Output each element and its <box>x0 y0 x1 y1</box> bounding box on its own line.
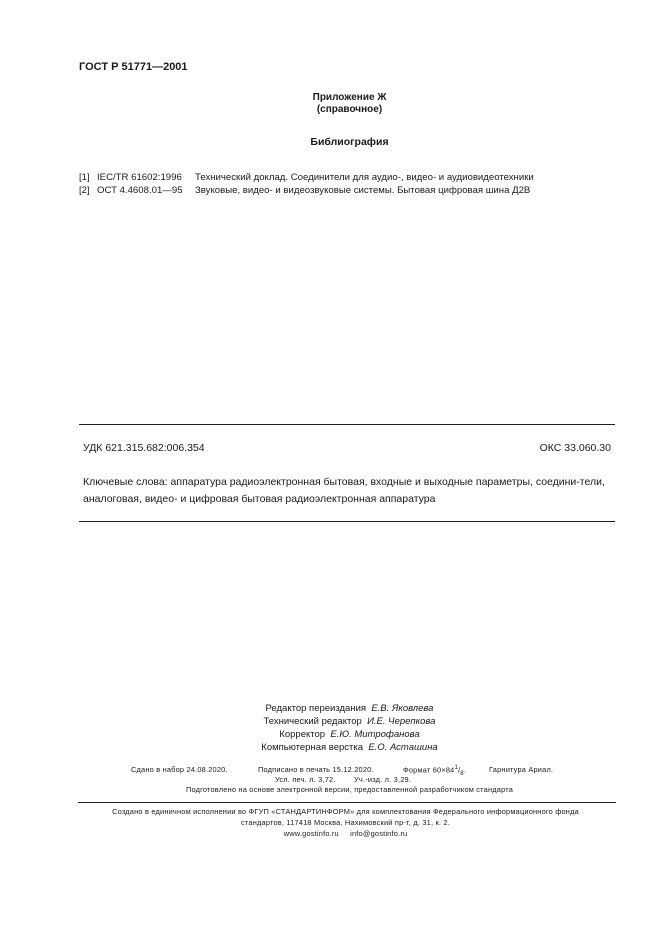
credit-role: Корректор <box>279 729 326 740</box>
imprint-print-sheets: Усл. печ. л. 3,72. <box>275 775 336 784</box>
credit-role: Технический редактор <box>263 716 362 727</box>
bibliography-item-number: [2] <box>79 185 90 196</box>
credit-line <box>0 703 661 714</box>
imprint-set-date: Сдано в набор 24.08.2020. <box>131 765 228 774</box>
bibliography-item-text: Звуковые, видео- и видеозвуковые системы. Бытовая цифровая шина Д2В <box>195 185 531 196</box>
imprint-signed-date: Подписано в печать 15.12.2020. <box>258 765 374 774</box>
footer-address: стандартов, 117418 Москва, Нахимовский пр-т, д. 31, к. 2. <box>241 818 450 827</box>
imprint-typeface: Гарнитура Ариал. <box>489 765 554 774</box>
credit-line <box>0 716 661 727</box>
divider <box>79 521 615 522</box>
bibliography-title: Библиография <box>310 136 389 148</box>
imprint-publishing-sheets: Уч.-изд. л. 3,29. <box>354 775 412 784</box>
imprint-format: Формат $60\times 84^1/_8$. <box>403 765 467 777</box>
email-link[interactable]: info@gostinfo.ru <box>350 829 408 838</box>
divider <box>79 424 615 425</box>
credit-name: Е.Ю. Митрофанова <box>330 729 420 740</box>
credit-role: Компьютерная верстка <box>261 742 364 753</box>
annex-subtitle: (справочное) <box>316 104 383 115</box>
divider <box>78 802 616 803</box>
credit-name: Е.О. Асташина <box>368 742 438 753</box>
credit-name: Е.В. Яковлева <box>371 703 434 714</box>
imprint-prepared-note: Подготовлено на основе электронной версии, предоставленной разработчиком стандарта <box>185 785 514 794</box>
website-link[interactable]: www.gostinfo.ru <box>283 829 339 838</box>
keywords: Ключевые слова: аппаратура радиоэлектронная бытовая, входные и выходные параметры, соедини-тели, аналоговая, видео- и цифровая бытовая радиоэлектронная аппаратура <box>83 476 605 505</box>
bibliography-item-code: ОСТ 4.4608.01—95 <box>97 185 183 196</box>
credit-line <box>0 742 661 753</box>
document-code: ГОСТ Р 51771—2001 <box>79 61 188 73</box>
udk-code: УДК 621.315.682:006.354 <box>83 442 205 454</box>
bibliography-item-code: IEC/TR 61602:1996 <box>97 172 182 183</box>
bibliography-item <box>79 185 530 196</box>
credit-line <box>0 729 661 740</box>
footer-publisher: Создано в единичном исполнении во ФГУП «СТАНДАРТИНФОРМ» для комплектования Федерального информационного фонда <box>112 807 579 816</box>
oks-code: ОКС 33.060.30 <box>539 442 611 454</box>
bibliography-item <box>79 172 534 183</box>
credit-role: Редактор переиздания <box>265 703 367 714</box>
bibliography-item-number: [1] <box>79 172 90 183</box>
credit-name: И.Е. Черепкова <box>367 716 436 727</box>
annex-title: Приложение Ж <box>312 92 387 103</box>
footer-contacts <box>0 829 661 838</box>
bibliography-item-text: Технический доклад. Соединители для аудио-, видео- и аудиовидеотехники <box>195 172 534 183</box>
